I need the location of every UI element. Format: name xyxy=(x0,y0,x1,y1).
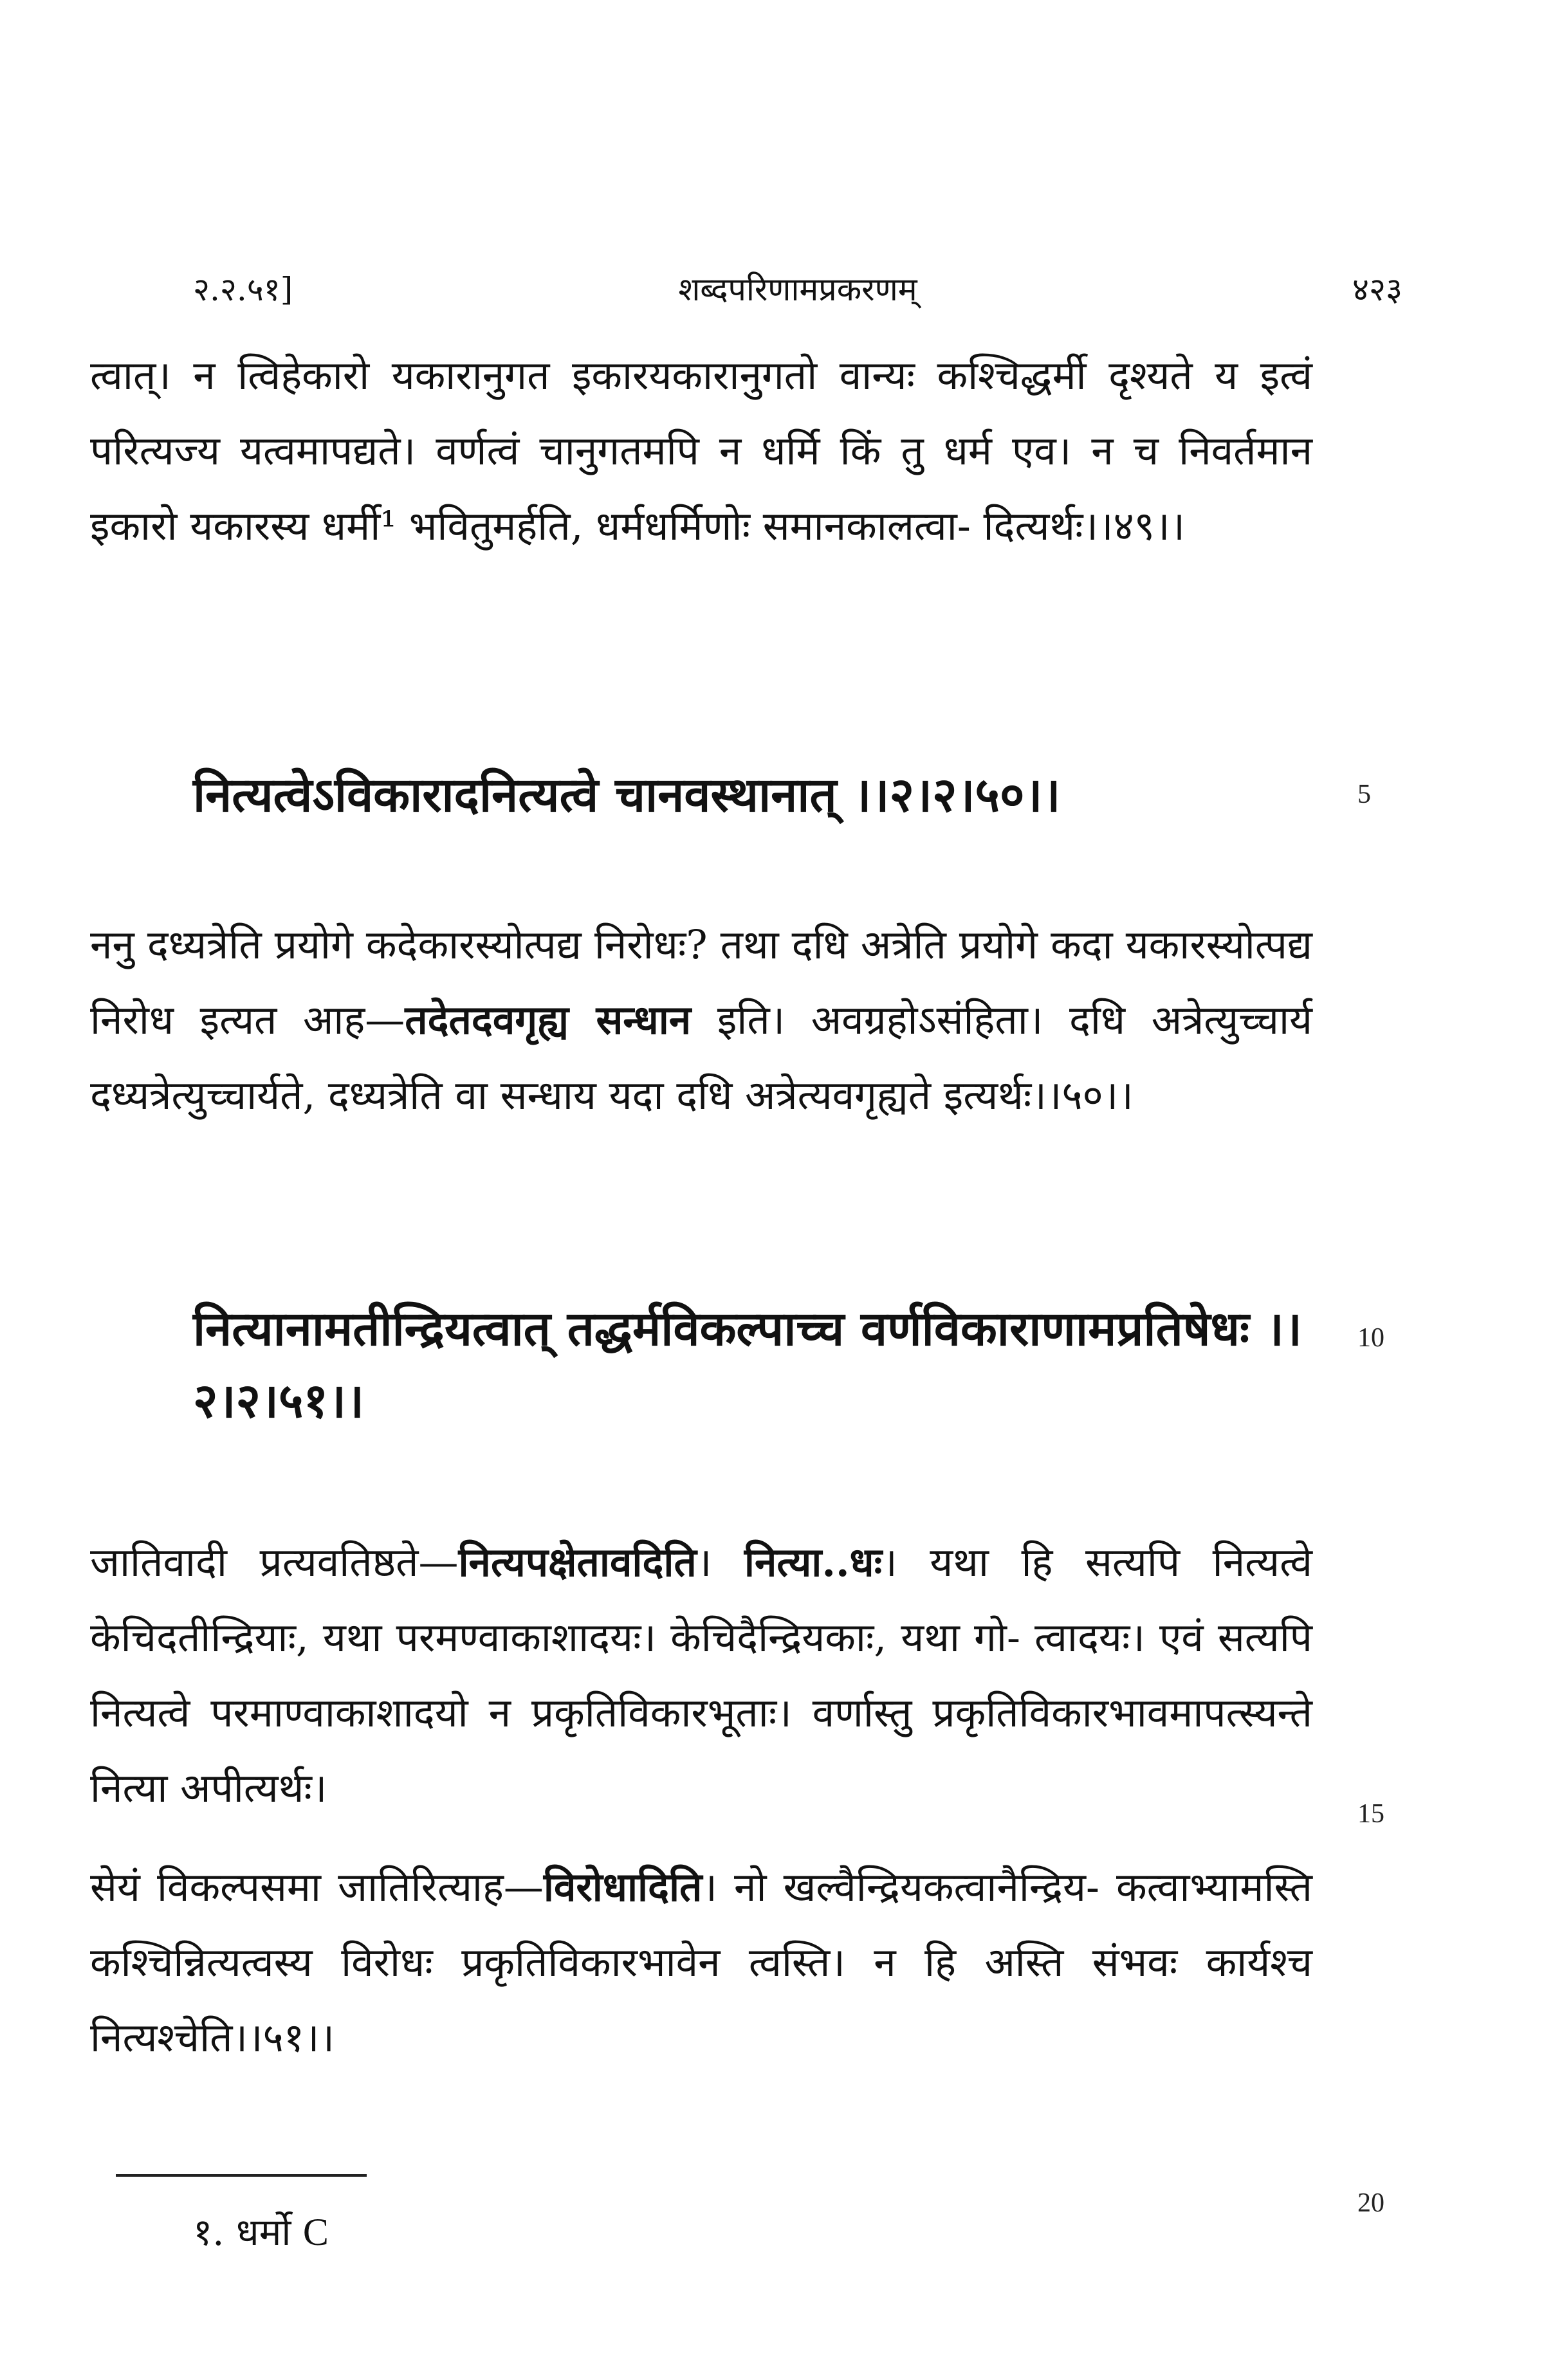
paragraph-text xyxy=(90,1524,1312,1826)
paragraph-text xyxy=(90,907,1312,1133)
pratika-quote: नित्यपक्षेतावदिति xyxy=(458,1539,697,1586)
sutra-2-2-51: नित्यानामतीन्द्रियत्वात् तद्धर्मविकल्पाच्च वर्णविकाराणामप्रतिषेधः ।।२।२।५१।। xyxy=(193,1301,1302,1429)
pratika-quote: विरोधादिति xyxy=(543,1863,703,1910)
line-number-5: 5 xyxy=(1357,780,1371,809)
text-run: जातिवादी प्रत्यवतिष्ठते— xyxy=(90,1539,459,1586)
paragraph-text xyxy=(90,1849,1312,2075)
commentary-paragraph-51a xyxy=(90,1524,1312,1826)
text-run: । यथा हि सत्यपि नित्यत्वे केचिदतीन्द्रियाः, यथा परमण्वाकाशादयः। केचिदैन्द्रियकाः, यथा गो- त्वादयः। एवं सत्यपि नित्यत्वे परमाण्वाकाशादयो न प्रकृतिविकारभूताः। वर्णास्तु प्रकृतिविकारभावमापत्स्यन्ते नित्या अपीत्यर्थः। xyxy=(90,1539,1312,1811)
line-number-10: 10 xyxy=(1357,1323,1384,1353)
pratika-quote: नित्या..धः xyxy=(744,1539,883,1586)
footnote xyxy=(193,2203,329,2261)
pratika-quote: तदेतदवगृह्य सन्धान xyxy=(405,996,692,1043)
text-run: ननु दध्यत्रेति प्रयोगे कदेकारस्योत्पद्य निरोधः? तथा दधि अत्रेति प्रयोगे कदा यकारस्योत्पद्य निरोध इत्यत आह— xyxy=(90,921,1312,1043)
sutra-2-2-50: नित्यत्वेऽविकारादनित्यत्वे चानवस्थानात् ।।२।२।५०।। xyxy=(193,767,1061,823)
commentary-paragraph-50 xyxy=(90,907,1312,1133)
paragraph-text: त्वात्। न त्विहेकारो यकारानुगत इकारयकारानुगतो वान्यः कश्चिद्धर्मी दृश्यते य इत्वं परित्यज्य यत्वमापद्यते। वर्णत्वं चानुगतमपि न धर्मि किं तु धर्म एव। न च निवर्तमान इकारो यकारस्य धर्मी¹ भवितुमर्हति, धर्मधर्मिणोः समानकालत्वा- दित्यर्थः।।४९।। xyxy=(90,352,1312,549)
text-run: । नो खल्वैन्द्रियकत्वानैन्द्रिय- कत्वाभ्यामस्ति कश्चिन्नित्यत्वस्य विरोधः प्रकृतिविकारभावेन त्वस्ति। न हि अस्ति संभवः कार्यश्च नित्यश्चेति।।५१।। xyxy=(90,1863,1312,2061)
header-verse-ref: २.२.५१] xyxy=(193,271,293,308)
text-run: इति। अवग्रहोऽसंहिता। दधि अत्रेत्युच्चार्य दध्यत्रेत्युच्चार्यते, दध्यत्रेति वा सन्धाय यदा दधि अत्रेत्यवगृह्यते इत्यर्थः।।५०।। xyxy=(90,996,1312,1119)
text-run: । xyxy=(696,1539,744,1586)
footnote-text: धर्मो xyxy=(236,2210,291,2254)
line-number-20: 20 xyxy=(1357,2188,1384,2218)
commentary-paragraph-49 xyxy=(90,338,1312,563)
footnote-marker: १. xyxy=(193,2210,225,2254)
line-number-15: 15 xyxy=(1357,1799,1384,1829)
header-chapter-title: शब्दपरिणामप्रकरणम् xyxy=(678,271,917,308)
footnote-rule xyxy=(116,2174,367,2177)
text-run: सेयं विकल्पसमा जातिरित्याह— xyxy=(90,1863,544,1910)
commentary-paragraph-51b xyxy=(90,1849,1312,2075)
running-header xyxy=(193,264,1402,315)
header-page-number: ४२३ xyxy=(1352,271,1402,308)
footnote-siglum: C xyxy=(302,2211,329,2253)
